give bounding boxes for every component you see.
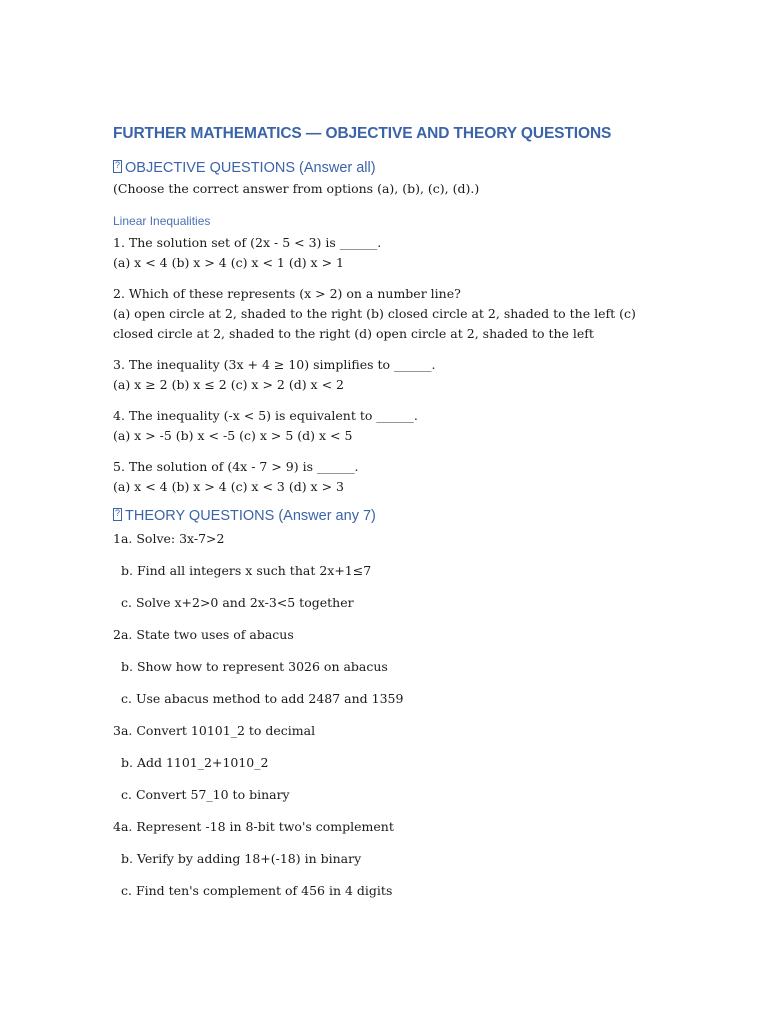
question-stem: 4. The inequality (-x < 5) is equivalent to ______.: [113, 408, 418, 423]
document-page: [113, 125, 653, 913]
theory-section-heading: [113, 508, 653, 524]
objective-question: [113, 457, 653, 497]
objective-question: [113, 406, 653, 446]
missing-glyph-icon: [113, 508, 122, 521]
theory-question: c. Find ten's complement of 456 in 4 digits: [121, 883, 393, 898]
topic-subheading: Linear Inequalities: [113, 214, 211, 228]
objective-heading-text: OBJECTIVE QUESTIONS (Answer all): [125, 160, 376, 176]
question-stem: 2. Which of these represents (x > 2) on a number line?: [113, 286, 461, 301]
question-stem: 1. The solution set of (2x - 5 < 3) is ______.: [113, 235, 382, 250]
theory-question: b. Show how to represent 3026 on abacus: [121, 659, 388, 674]
question-options: (a) open circle at 2, shaded to the right (b) closed circle at 2, shaded to the left (c) closed circle at 2, shaded to the right (d) open circle at 2, shaded to the left: [113, 306, 636, 341]
theory-question: 4a. Represent -18 in 8-bit two's complement: [113, 819, 394, 834]
question-options: (a) x < 4 (b) x > 4 (c) x < 1 (d) x > 1: [113, 255, 344, 270]
question-stem: 3. The inequality (3x + 4 ≥ 10) simplifies to ______.: [113, 357, 436, 372]
objective-section-heading: [113, 160, 653, 176]
question-options: (a) x > -5 (b) x < -5 (c) x > 5 (d) x < 5: [113, 428, 353, 443]
objective-question: [113, 233, 653, 273]
theory-question: 3a. Convert 10101_2 to decimal: [113, 723, 316, 738]
theory-question: b. Find all integers x such that 2x+1≤7: [121, 563, 372, 578]
objective-question: [113, 284, 653, 344]
missing-glyph-icon: [113, 160, 122, 173]
question-options: (a) x ≥ 2 (b) x ≤ 2 (c) x > 2 (d) x < 2: [113, 377, 344, 392]
objective-question: [113, 355, 653, 395]
theory-question: b. Verify by adding 18+(-18) in binary: [121, 851, 362, 866]
theory-question: 2a. State two uses of abacus: [113, 627, 294, 642]
theory-heading-text: THEORY QUESTIONS (Answer any 7): [125, 508, 376, 524]
theory-question: 1a. Solve: 3x-7>2: [113, 531, 225, 546]
objective-instruction: (Choose the correct answer from options (a), (b), (c), (d).): [113, 181, 480, 196]
theory-question: b. Add 1101_2+1010_2: [121, 755, 269, 770]
document-title: FURTHER MATHEMATICS — OBJECTIVE AND THEORY QUESTIONS: [113, 125, 612, 142]
theory-question: c. Solve x+2>0 and 2x-3<5 together: [121, 595, 354, 610]
question-options: (a) x < 4 (b) x > 4 (c) x < 3 (d) x > 3: [113, 479, 344, 494]
theory-question: c. Convert 57_10 to binary: [121, 787, 290, 802]
question-stem: 5. The solution of (4x - 7 > 9) is ______.: [113, 459, 359, 474]
theory-question: c. Use abacus method to add 2487 and 1359: [121, 691, 404, 706]
